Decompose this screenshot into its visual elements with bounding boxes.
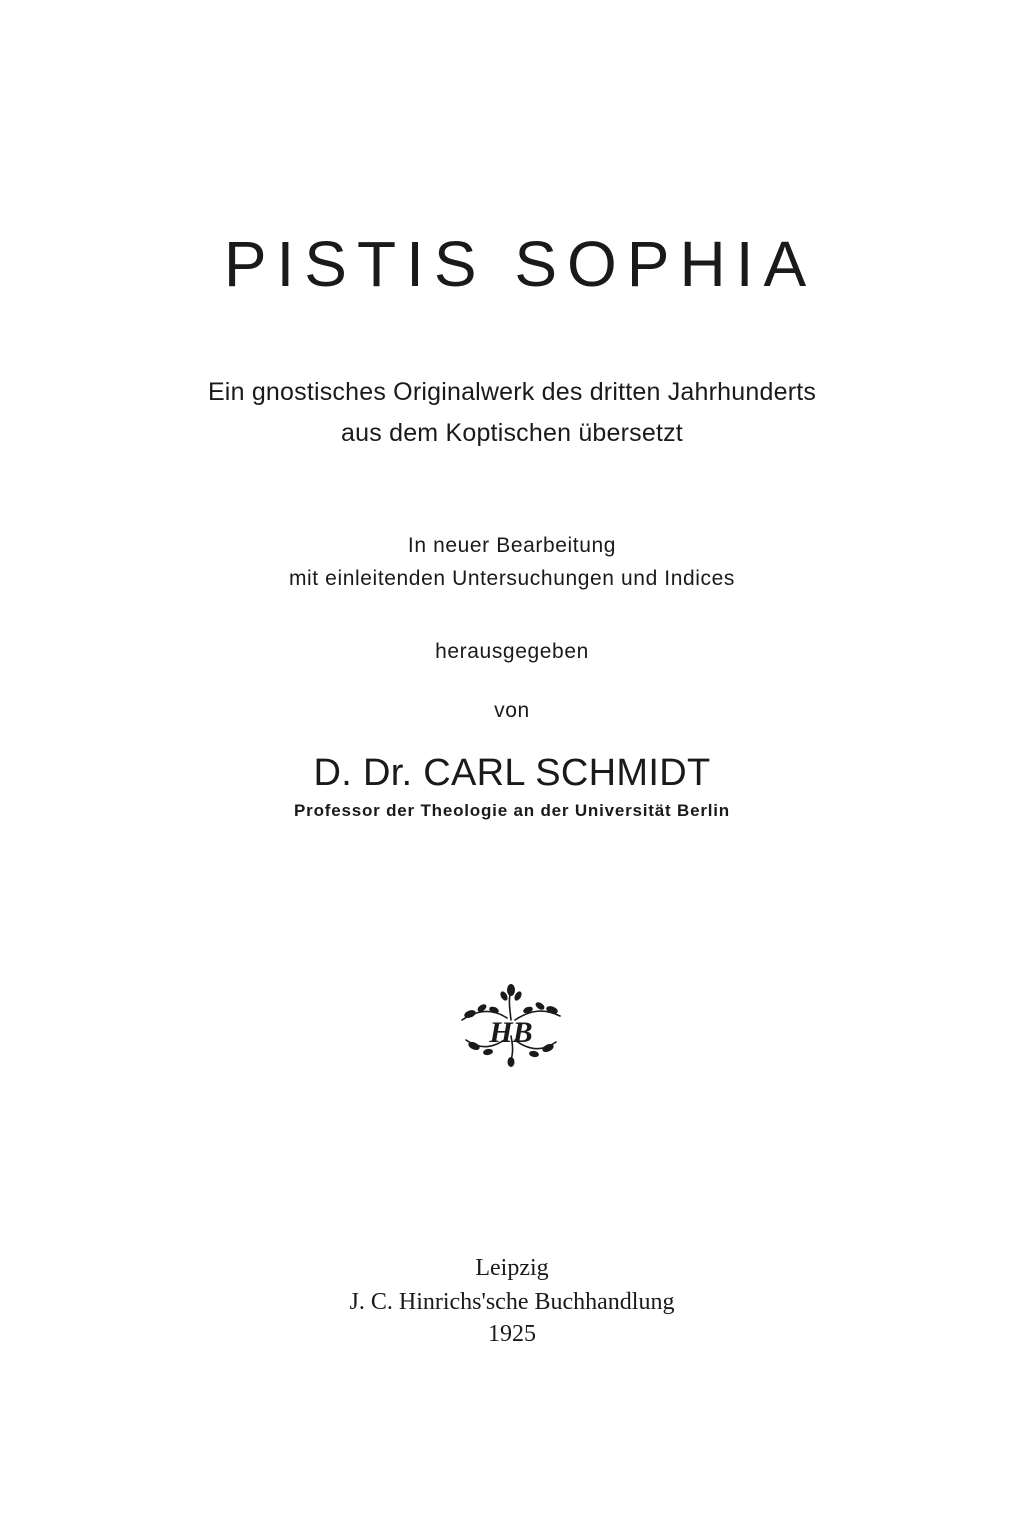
author-name: D. Dr. CARL SCHMIDT: [313, 752, 711, 794]
publisher-emblem-icon: [452, 980, 570, 1070]
author-affiliation: Professor der Theologie an der Universität Berlin: [294, 801, 730, 820]
edition-line-2: mit einleitenden Untersuchungen und Indices: [288, 567, 736, 590]
publication-year: 1925: [488, 1321, 536, 1347]
publication-place: Leipzig: [475, 1255, 549, 1281]
subtitle-line-2: aus dem Koptischen übersetzt: [341, 419, 683, 447]
publisher-name: J. C. Hinrichs'sche Buchhandlung: [349, 1289, 675, 1315]
book-title: PISTIS SOPHIA: [223, 228, 817, 300]
by-label: von: [494, 699, 530, 722]
publisher-monogram: HB: [489, 1016, 533, 1049]
edition-line-1: In neuer Bearbeitung: [407, 534, 617, 557]
edited-by-label: herausgegeben: [435, 640, 589, 663]
subtitle-line-1: Ein gnostisches Originalwerk des dritten Jahrhunderts: [207, 378, 817, 406]
